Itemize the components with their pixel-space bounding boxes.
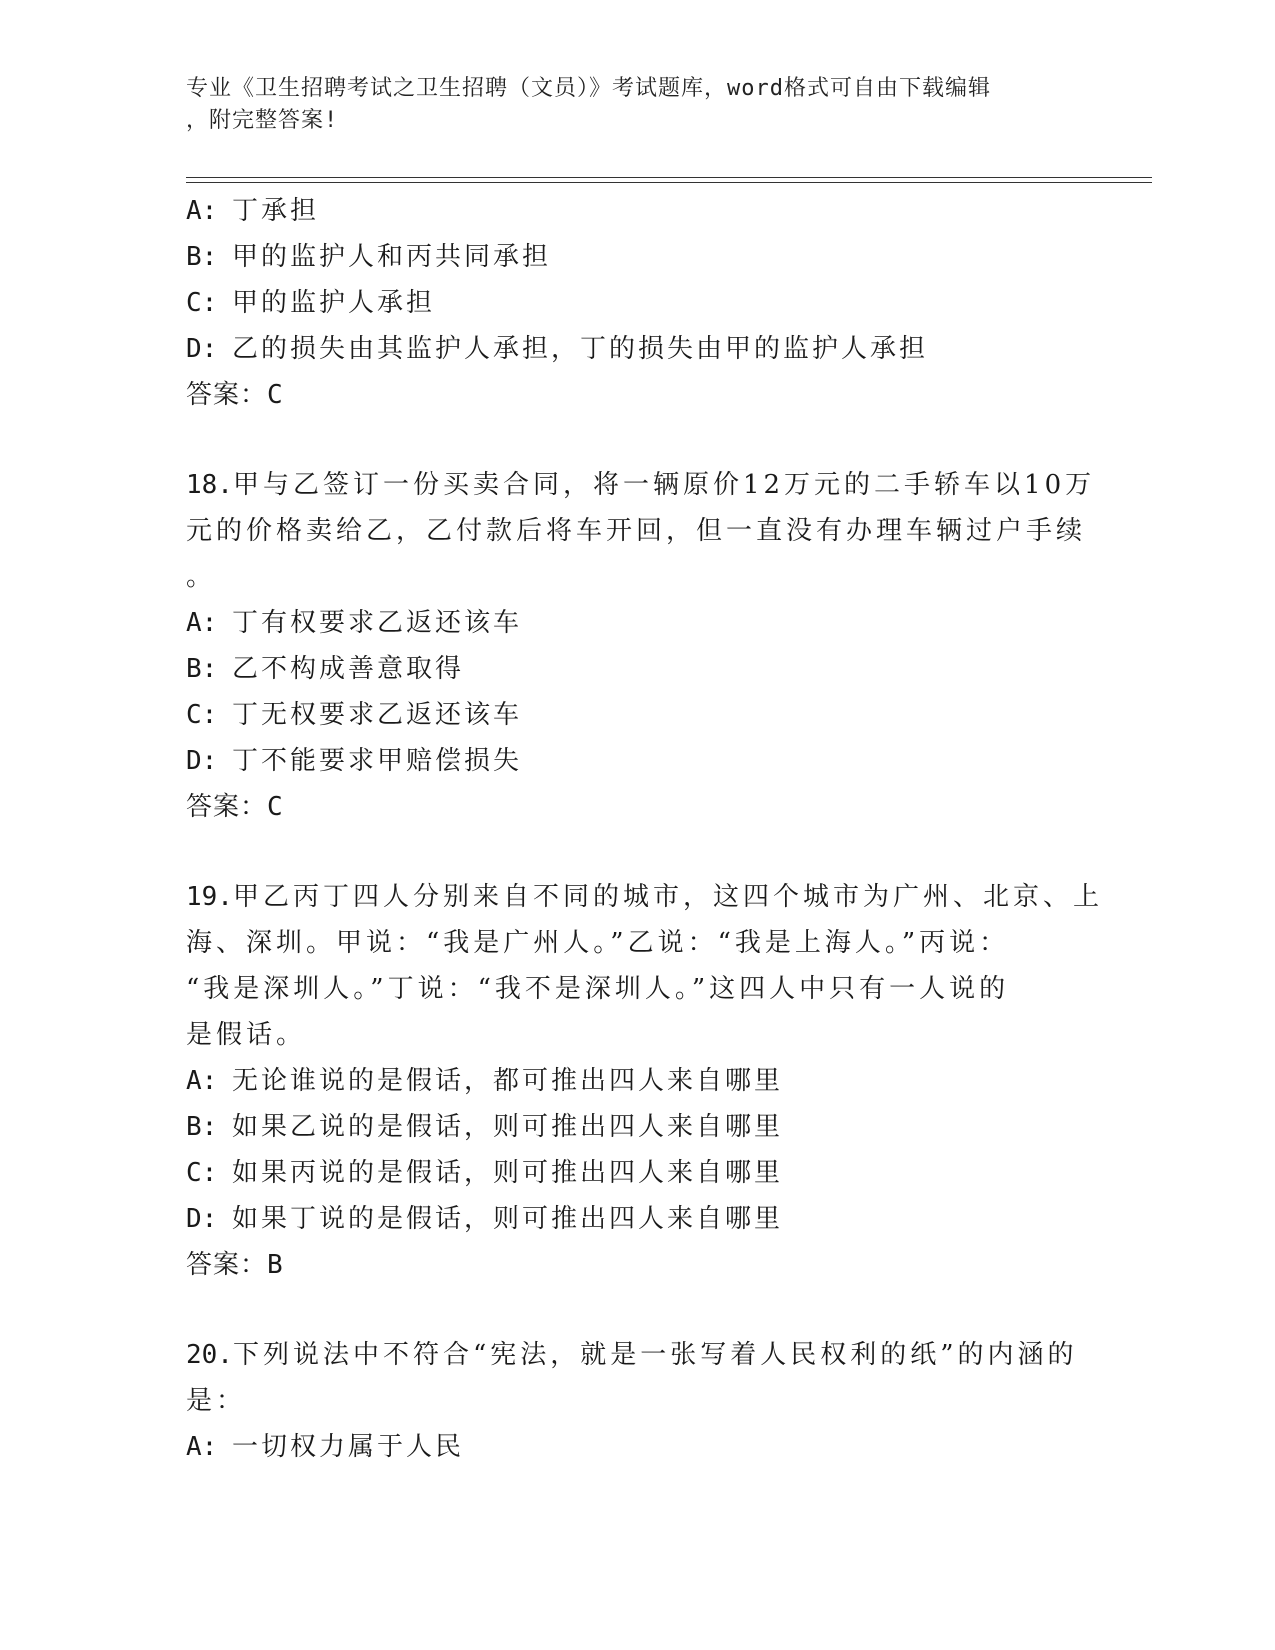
option-letter: D: bbox=[186, 746, 218, 776]
question-number: 19. bbox=[186, 882, 233, 912]
option-letter: C: bbox=[186, 288, 218, 318]
question-19 bbox=[186, 874, 1103, 1058]
option-letter: A: bbox=[186, 1066, 218, 1096]
question-number: 20. bbox=[186, 1340, 233, 1370]
question-20-options bbox=[186, 1424, 1086, 1470]
question-18-options bbox=[186, 600, 1086, 830]
option-c bbox=[186, 1150, 1086, 1196]
question-line: 元的价格卖给乙，乙付款后将车开回，但一直没有办理车辆过户手续 bbox=[186, 516, 1087, 546]
question-content bbox=[186, 188, 1103, 1470]
option-letter: A: bbox=[186, 196, 218, 226]
option-a bbox=[186, 1058, 1086, 1104]
question-line bbox=[186, 1332, 1078, 1378]
question-18 bbox=[186, 462, 1096, 600]
answer-line bbox=[186, 784, 1086, 830]
answer-line bbox=[186, 1242, 1086, 1288]
option-text: 丁有权要求乙返还该车 bbox=[232, 608, 523, 638]
option-letter: A: bbox=[186, 1432, 218, 1462]
option-text: 丁无权要求乙返还该车 bbox=[232, 700, 523, 730]
header-line-2: ，附完整答案! bbox=[186, 108, 339, 133]
option-letter: C: bbox=[186, 1158, 218, 1188]
header-divider-bottom bbox=[186, 182, 1152, 183]
option-text: 乙不构成善意取得 bbox=[232, 654, 465, 684]
option-d bbox=[186, 738, 1086, 784]
option-b bbox=[186, 234, 1086, 280]
option-a bbox=[186, 1424, 1086, 1470]
header-divider-top bbox=[186, 177, 1152, 178]
answer-label: 答案： bbox=[186, 792, 268, 822]
answer-value: C bbox=[267, 792, 284, 822]
option-text: 如果丁说的是假话，则可推出四人来自哪里 bbox=[232, 1204, 784, 1234]
question-19-options bbox=[186, 1058, 1086, 1288]
question-line bbox=[186, 874, 1103, 920]
question-text: 下列说法中不符合“宪法，就是一张写着人民权利的纸”的内涵的 bbox=[232, 1340, 1078, 1370]
option-c bbox=[186, 692, 1086, 738]
option-letter: B: bbox=[186, 1112, 218, 1142]
option-text: 甲的监护人承担 bbox=[232, 288, 436, 318]
option-text: 丁不能要求甲赔偿损失 bbox=[232, 746, 523, 776]
question-text: 甲与乙签订一份买卖合同，将一辆原价12万元的二手轿车以10万 bbox=[232, 470, 1096, 500]
option-text: 如果丙说的是假话，则可推出四人来自哪里 bbox=[232, 1158, 784, 1188]
question-line: 是： bbox=[186, 1386, 247, 1416]
option-letter: C: bbox=[186, 700, 218, 730]
question-line: “我是深圳人。”丁说：“我不是深圳人。”这四人中只有一人说的 bbox=[186, 974, 1010, 1004]
option-text: 一切权力属于人民 bbox=[232, 1432, 465, 1462]
option-text: 丁承担 bbox=[232, 196, 320, 226]
answer-value: B bbox=[267, 1250, 284, 1280]
option-b bbox=[186, 1104, 1086, 1150]
question-17-options bbox=[186, 188, 1086, 418]
option-letter: D: bbox=[186, 1204, 218, 1234]
question-line bbox=[186, 462, 1096, 508]
option-b bbox=[186, 646, 1086, 692]
question-text: 甲乙丙丁四人分别来自不同的城市，这四个城市为广州、北京、上 bbox=[232, 882, 1103, 912]
option-text: 乙的损失由其监护人承担，丁的损失由甲的监护人承担 bbox=[232, 334, 929, 364]
answer-label: 答案： bbox=[186, 380, 268, 410]
option-letter: B: bbox=[186, 654, 218, 684]
option-a bbox=[186, 188, 1086, 234]
option-a bbox=[186, 600, 1086, 646]
answer-value: C bbox=[267, 380, 284, 410]
page-header bbox=[186, 73, 1066, 137]
option-text: 无论谁说的是假话，都可推出四人来自哪里 bbox=[232, 1066, 784, 1096]
option-letter: B: bbox=[186, 242, 218, 272]
question-20 bbox=[186, 1332, 1078, 1424]
option-d bbox=[186, 1196, 1086, 1242]
option-letter: A: bbox=[186, 608, 218, 638]
question-line: 。 bbox=[186, 562, 217, 592]
option-c bbox=[186, 280, 1086, 326]
question-line: 是假话。 bbox=[186, 1020, 307, 1050]
answer-label: 答案： bbox=[186, 1250, 268, 1280]
option-text: 甲的监护人和丙共同承担 bbox=[232, 242, 552, 272]
answer-line bbox=[186, 372, 1086, 418]
header-line-1: 专业《卫生招聘考试之卫生招聘（文员）》考试题库，word格式可自由下载编辑 bbox=[186, 76, 991, 101]
option-letter: D: bbox=[186, 334, 218, 364]
question-number: 18. bbox=[186, 470, 233, 500]
question-line: 海、深圳。甲说：“我是广州人。”乙说：“我是上海人。”丙说： bbox=[186, 928, 1010, 958]
option-d bbox=[186, 326, 1086, 372]
option-text: 如果乙说的是假话，则可推出四人来自哪里 bbox=[232, 1112, 784, 1142]
